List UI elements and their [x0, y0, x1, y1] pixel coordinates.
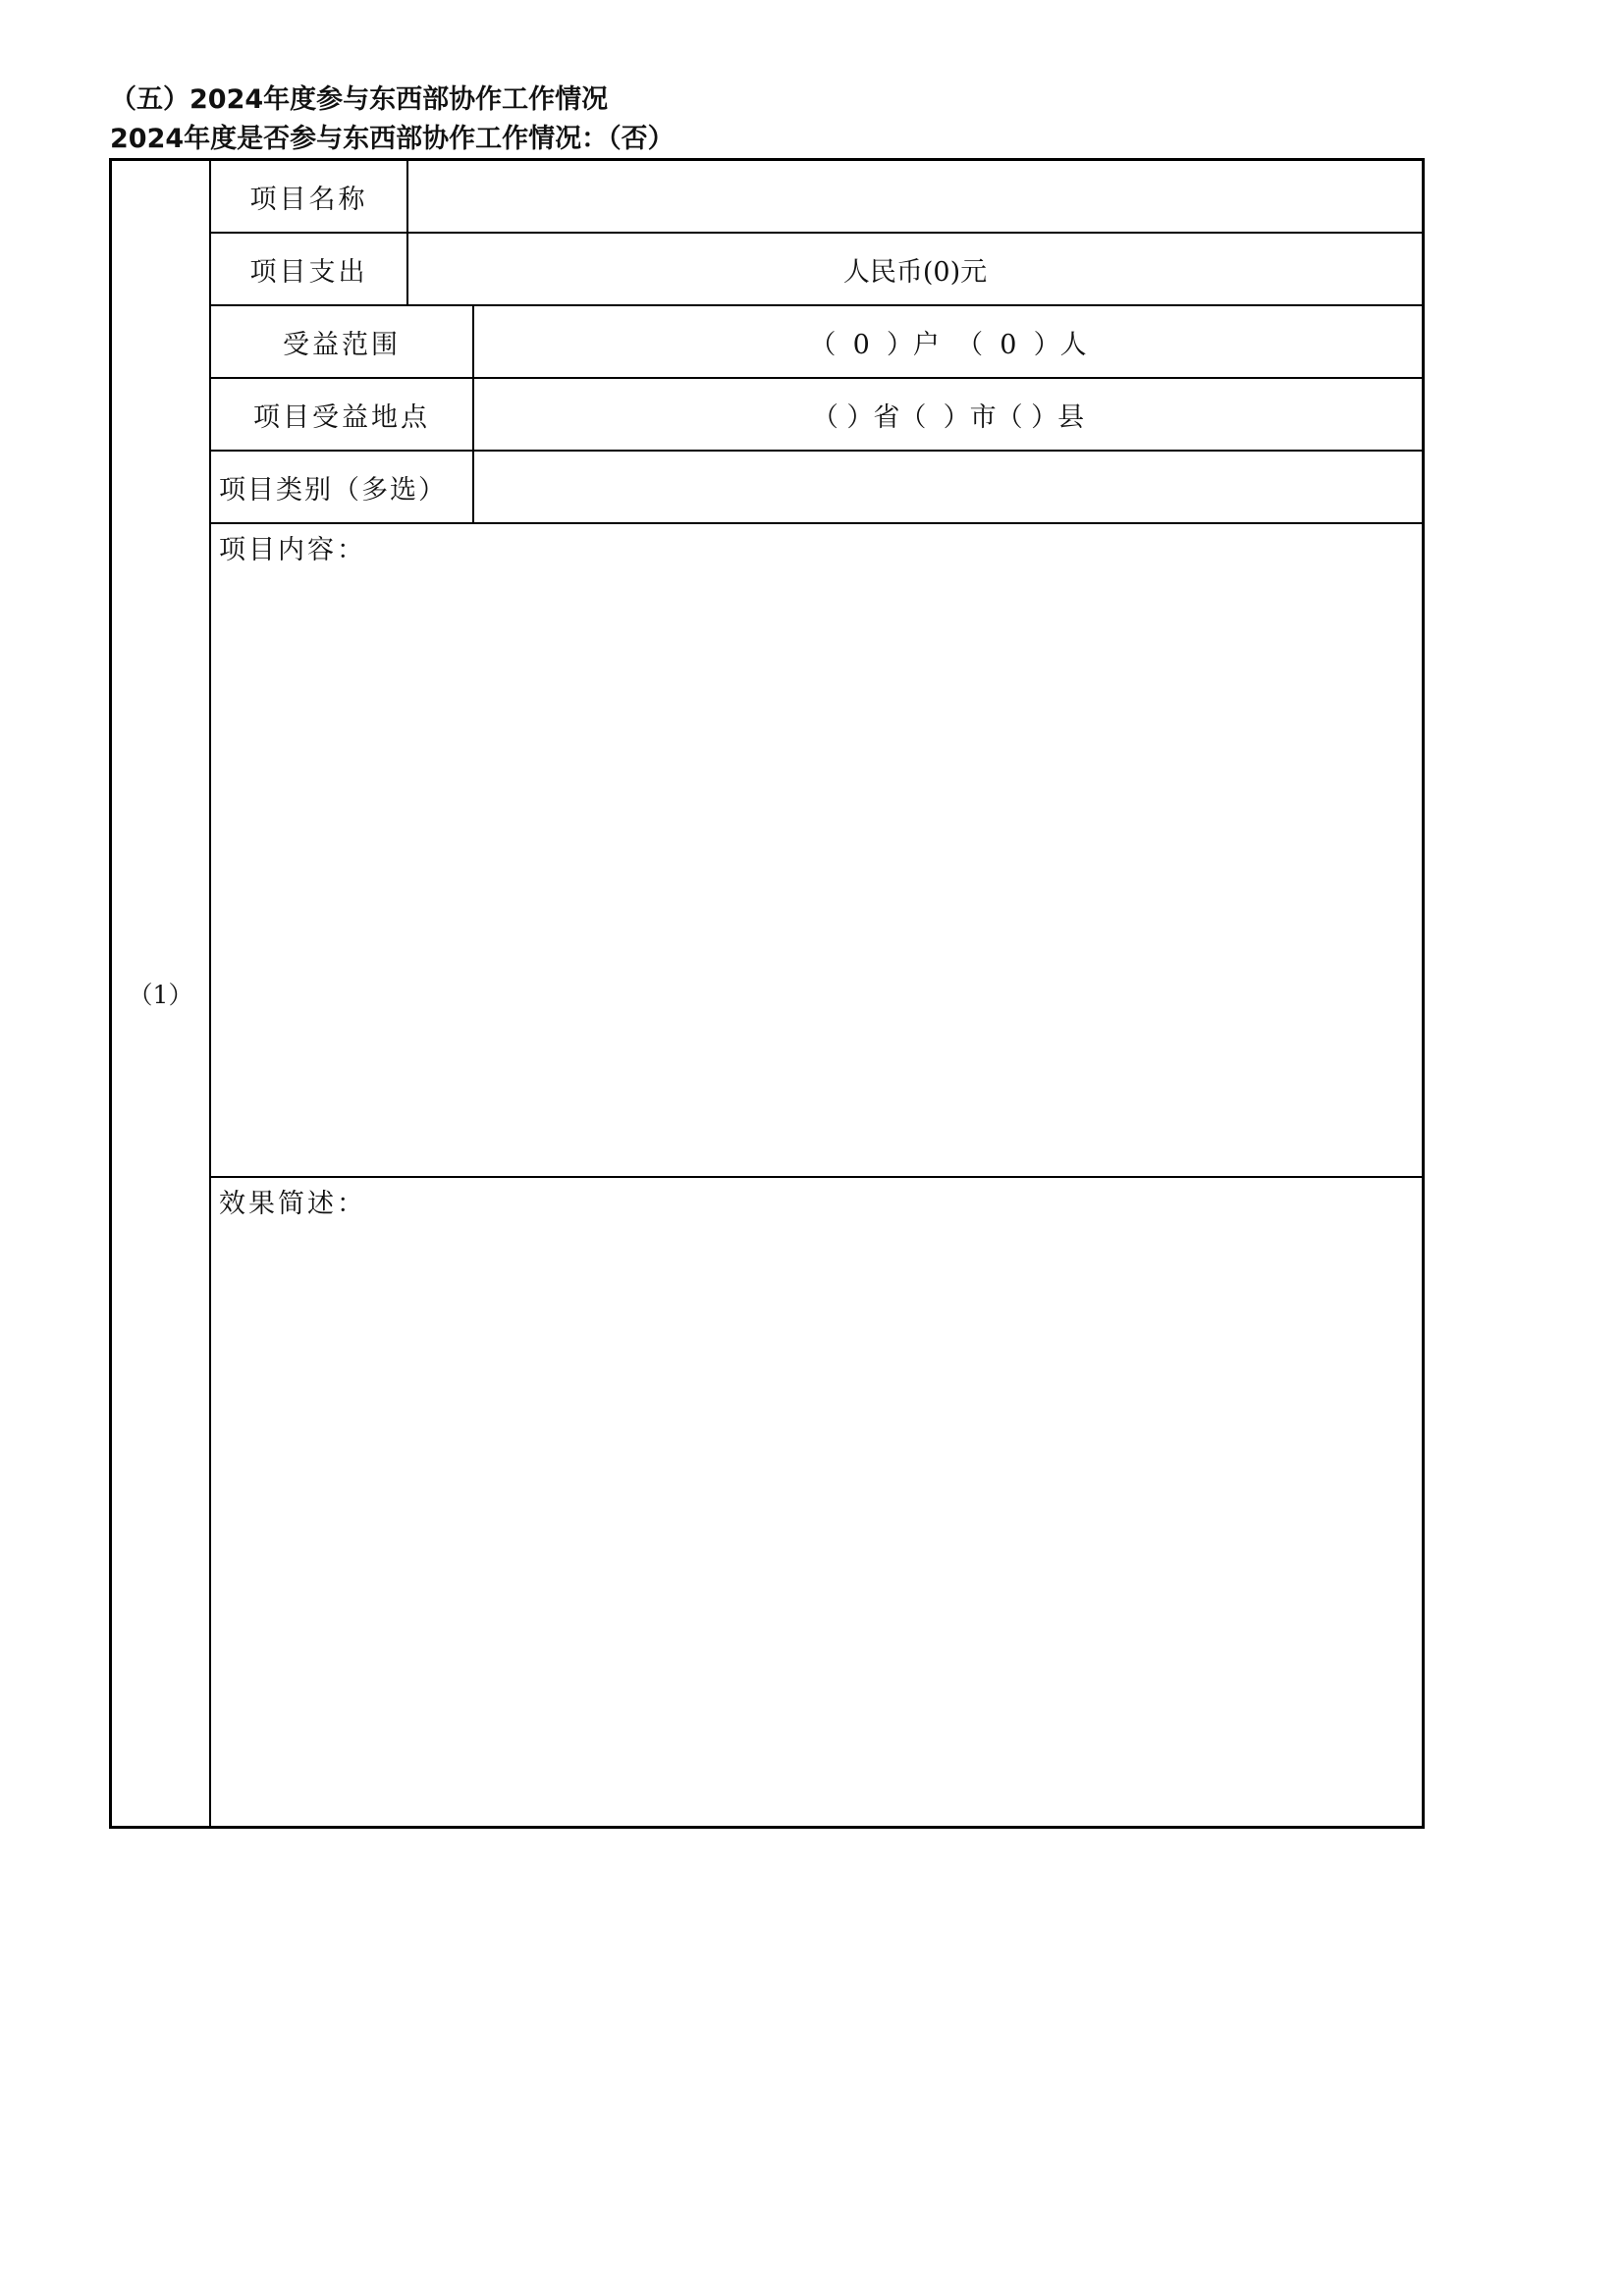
project-category-label: 项目类别（多选） [211, 452, 474, 522]
row-project-category [211, 452, 1422, 524]
project-content-label: 项目内容： [219, 535, 366, 565]
participation-question: 2024年度是否参与东西部协作工作情况：（否） [110, 124, 675, 154]
beneficiary-location-value[interactable]: （ ）省（ ）市（ ）县 [811, 401, 1085, 433]
project-content-block[interactable] [211, 524, 1422, 1178]
project-table [109, 158, 1425, 1829]
project-details [211, 161, 1422, 1826]
row-project-name [211, 161, 1422, 234]
beneficiary-scope-value[interactable]: （ 0 ）户 （ 0 ）人 [809, 329, 1087, 360]
project-category-value[interactable] [474, 452, 1422, 522]
section-heading: （五）2024年度参与东西部协作工作情况 [110, 84, 609, 115]
sequence-number: （1） [112, 161, 211, 1826]
effect-summary-block[interactable] [211, 1178, 1422, 1826]
beneficiary-location-label: 项目受益地点 [211, 379, 474, 450]
project-name-label: 项目名称 [211, 161, 408, 232]
row-beneficiary-scope [211, 306, 1422, 379]
row-project-expense [211, 234, 1422, 306]
project-expense-label: 项目支出 [211, 234, 408, 304]
effect-summary-label: 效果简述： [219, 1189, 366, 1219]
beneficiary-scope-label: 受益范围 [211, 306, 474, 377]
project-name-value[interactable] [408, 161, 1422, 232]
project-expense-value[interactable]: 人民币(0)元 [842, 256, 988, 288]
row-beneficiary-location [211, 379, 1422, 452]
